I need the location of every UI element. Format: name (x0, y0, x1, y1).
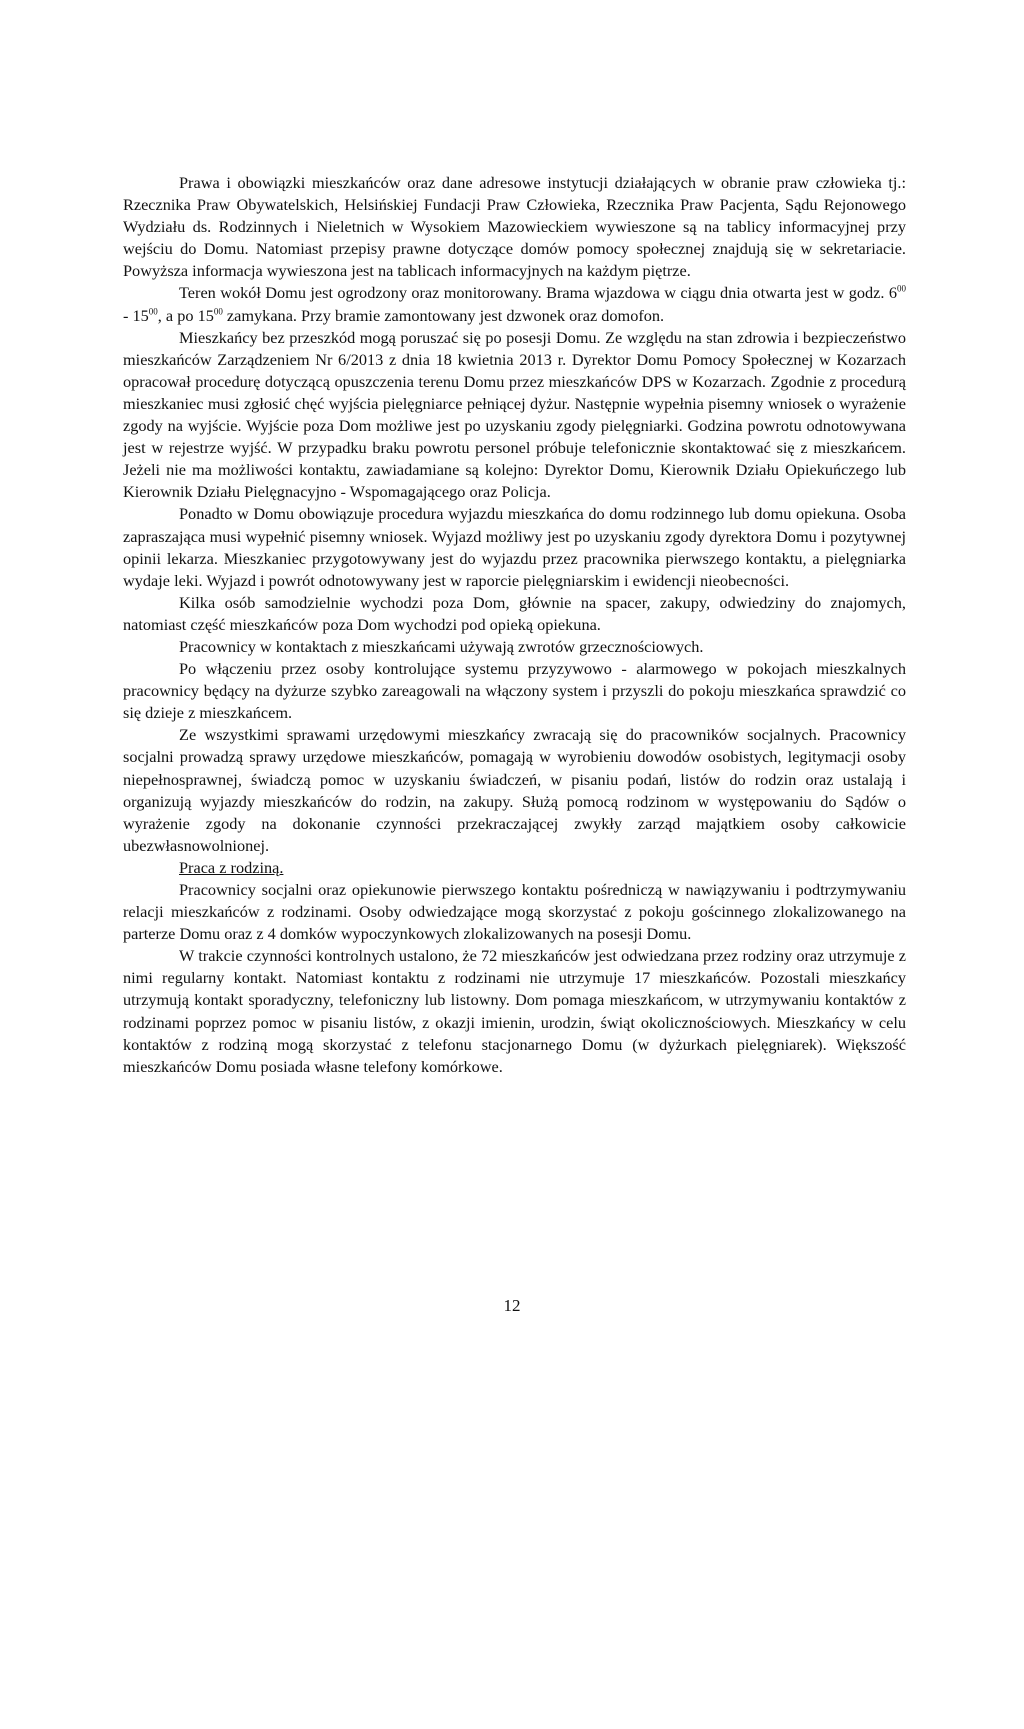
paragraph-courtesy: Pracownicy w kontaktach z mieszkańcami używają zwrotów grzecznościowych. (179, 636, 704, 656)
gate-text-4: zamykana. Przy bramie zamontowany jest dzwonek oraz domofon. (222, 305, 665, 325)
section-heading-family-work (123, 857, 906, 879)
paragraph-alarm-system: Po włączeniu przez osoby kontrolujące systemu przyzywowo - alarmowego w pokojach mieszkalnych pracownicy będący na dyżurze szybko zareagowali na włączony system i przyszli do pokoju mieszkańca sprawdzić co się dzieje z mieszkańcem. (123, 659, 906, 723)
paragraph-gate (123, 282, 906, 326)
gate-text-3: , a po 15 (157, 305, 214, 325)
gate-sup-2: 00 (148, 306, 158, 317)
paragraph-rights-info: Prawa i obowiązki mieszkańców oraz dane adresowe instytucji działających w obranie praw człowieka tj.: Rzecznika Praw Obywatelskich, Helsińskiej Fundacji Praw Człowieka, Rzecznika Praw Pacjenta, Sądu Rejonowego Wydziału ds. Rodzinnych i Nieletnich w Wysokiem Mazowieckiem wywieszone są na tablicy informacyjnej przy wejściu do Domu. Natomiast przepisy prawne dotyczące domów pomocy społecznej znajdują się w sekretariacie. Powyższa informacja wywieszona jest na tablicach informacyjnych na każdym piętrze. (123, 173, 906, 281)
document-body (123, 172, 906, 1078)
paragraph-family-contact-stats: W trakcie czynności kontrolnych ustalono, że 72 mieszkańców jest odwiedzana przez rodziny oraz utrzymuje z nimi regularny kontakt. Natomiast kontaktu z rodzinami nie utrzymuje 17 mieszkańców. Pozostali mieszkańcy utrzymują kontakt sporadyczny, telefoniczny lub listowny. Dom pomaga mieszkańcom, w utrzymywaniu kontaktów z rodzinami poprzez pomoc w pisaniu listów, z okazji imienin, urodzin, świąt okolicznościowych. Mieszkańcy w celu kontaktów z rodziną mogą skorzystać z telefonu stacjonarnego Domu (w dyżurkach pielęgniarek). Większość mieszkańców Domu posiada własne telefony komórkowe. (123, 946, 906, 1076)
page-number: 12 (503, 1296, 521, 1315)
paragraph-family-relations: Pracownicy socjalni oraz opiekunowie pierwszego kontaktu pośredniczą w nawiązywaniu i podtrzymywaniu relacji mieszkańców z rodzinami. Osoby odwiedzające mogą skorzystać z pokoju gościnnego zlokalizowanego na parterze Domu oraz z 4 domków wypoczynkowych zlokalizowanych na posesji Domu. (123, 880, 906, 944)
gate-text-1: Teren wokół Domu jest ogrodzony oraz monitorowany. Brama wjazdowa w ciągu dnia otwarta jest w godz. 6 (179, 283, 897, 303)
gate-sup-3: 00 (213, 306, 223, 317)
paragraph-leaving-procedure: Mieszkańcy bez przeszkód mogą poruszać się po posesji Domu. Ze względu na stan zdrowia i bezpieczeństwo mieszkańców Zarządzeniem Nr 6/2013 z dnia 18 kwietnia 2013 r. Dyrektor Domu Pomocy Społecznej w Kozarzach opracował procedurę dotyczącą opuszczenia terenu Domu przez mieszkańców DPS w Kozarzach. Zgodnie z procedurą mieszkaniec musi zgłosić chęć wyjścia pielęgniarce pełniącej dyżur. Następnie wypełnia pisemny wniosek o wyrażenie zgody na wyjście. Wyjście poza Dom możliwe jest po uzyskaniu zgody pielęgniarki. Godzina powrotu odnotowywana jest w rejestrze wyjść. W przypadku braku powrotu personel próbuje telefonicznie skontaktować się z mieszkańcem. Jeżeli nie ma możliwości kontaktu, zawiadamiane są kolejno: Dyrektor Domu, Kierownik Działu Opiekuńczego lub Kierownik Działu Pielęgnacyjno - Wspomagającego oraz Policja. (123, 327, 906, 502)
section-heading-text: Praca z rodziną. (179, 857, 284, 877)
gate-text-2: - 15 (123, 305, 149, 325)
paragraph-social-workers: Ze wszystkimi sprawami urzędowymi mieszkańcy zwracają się do pracowników socjalnych. Pracownicy socjalni prowadzą sprawy urzędowe mieszkańców, pomagają w wyrobieniu dowodów osobistych, legitymacji osoby niepełnosprawnej, świadczą pomoc w uzyskaniu świadczeń, w pisaniu podań, listów do rodzin oraz ustalają i organizują wyjazdy mieszkańców do rodzin, na zakupy. Służą pomocą rodzinom w występowaniu do Sądów o wyrażenie zgody na dokonanie czynności przekraczającej zwykły zarząd majątkiem osoby całkowicie ubezwłasnowolnionej. (123, 725, 906, 855)
paragraph-independent-outings: Kilka osób samodzielnie wychodzi poza Dom, głównie na spacer, zakupy, odwiedziny do znajomych, natomiast część mieszkańców poza Dom wychodzi pod opieką opiekuna. (123, 592, 906, 634)
paragraph-home-visit-procedure: Ponadto w Domu obowiązuje procedura wyjazdu mieszkańca do domu rodzinnego lub domu opiekuna. Osoba zapraszająca musi wypełnić pisemny wniosek. Wyjazd możliwy jest po uzyskaniu zgody dyrektora Domu i pozytywnej opinii lekarza. Mieszkaniec przygotowywany jest do wyjazdu przez pracownika pierwszego kontaktu, a pielęgniarka wydaje leki. Wyjazd i powrót odnotowywany jest w raporcie pielęgniarskim i ewidencji nieobecności. (123, 504, 906, 590)
gate-sup-1: 00 (897, 284, 906, 295)
